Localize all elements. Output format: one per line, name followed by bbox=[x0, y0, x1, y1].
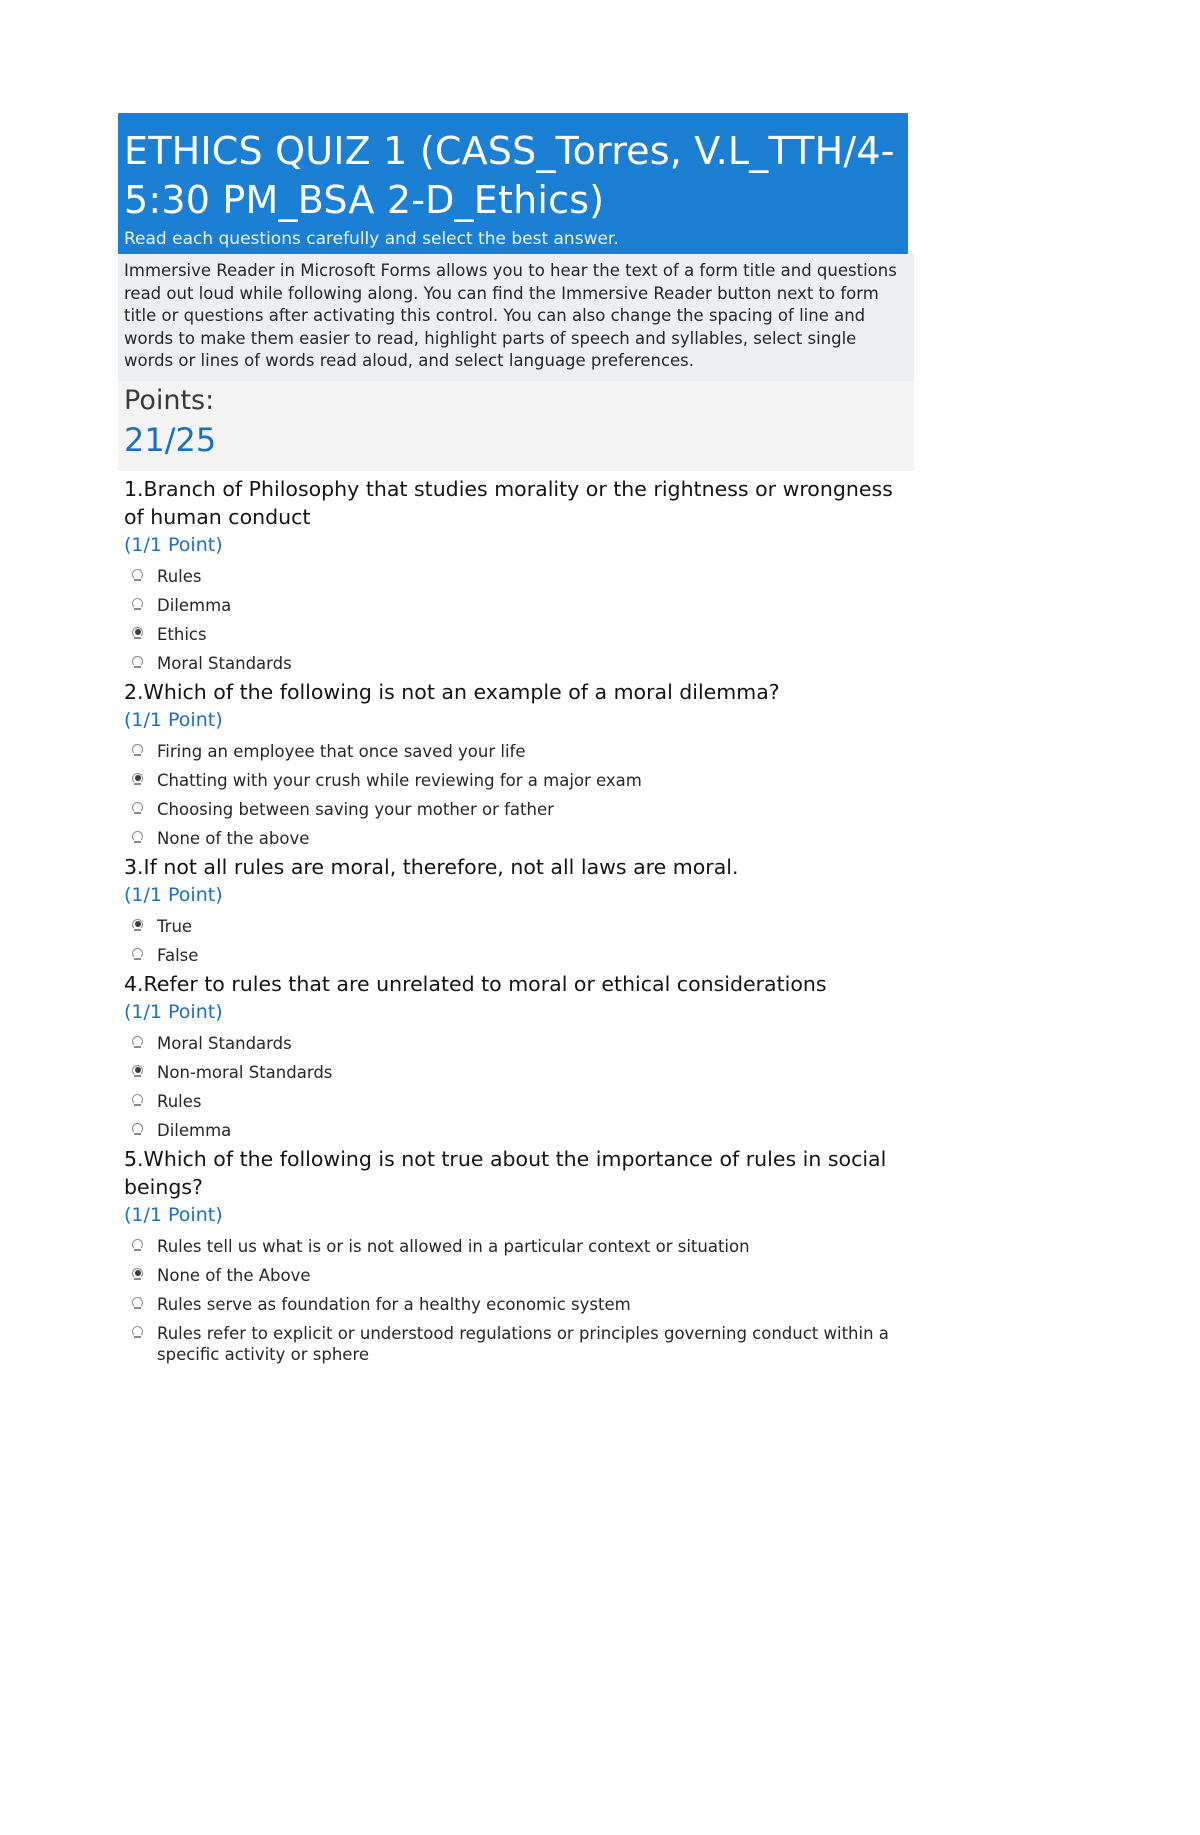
radio-selected-icon[interactable] bbox=[132, 919, 146, 933]
option-label: Moral Standards bbox=[157, 653, 292, 673]
option-row[interactable] bbox=[124, 799, 902, 820]
question-item bbox=[124, 678, 902, 849]
option-row[interactable] bbox=[124, 653, 902, 674]
radio-selected-icon[interactable] bbox=[132, 1268, 146, 1282]
option-label: Non-moral Standards bbox=[157, 1062, 333, 1082]
option-row[interactable] bbox=[124, 1236, 902, 1257]
points-label: Points: bbox=[124, 384, 215, 416]
option-row[interactable] bbox=[124, 1062, 902, 1083]
question-text: 2.Which of the following is not an example of a moral dilemma? bbox=[124, 679, 780, 704]
quiz-header-banner bbox=[118, 113, 908, 254]
question-item bbox=[124, 853, 902, 966]
radio-unselected-icon[interactable] bbox=[132, 744, 146, 758]
option-label: None of the above bbox=[157, 828, 310, 848]
option-row[interactable] bbox=[124, 595, 902, 616]
question-item bbox=[124, 970, 902, 1141]
quiz-instructions: Read each questions carefully and select the best answer. bbox=[124, 229, 619, 249]
radio-selected-icon[interactable] bbox=[132, 773, 146, 787]
radio-unselected-icon[interactable] bbox=[132, 656, 146, 670]
radio-unselected-icon[interactable] bbox=[132, 1094, 146, 1108]
question-points: (1/1 Point) bbox=[124, 533, 223, 556]
radio-unselected-icon[interactable] bbox=[132, 598, 146, 612]
radio-unselected-icon[interactable] bbox=[132, 1326, 146, 1340]
radio-selected-icon[interactable] bbox=[132, 627, 146, 641]
option-row[interactable] bbox=[124, 1265, 902, 1286]
immersive-reader-description: Immersive Reader in Microsoft Forms allows you to hear the text of a form title and questions read out loud while following along. You can find the Immersive Reader button next to form title or questions after activating this control. You can also change the spacing of line and words to make them easier to read, highlight parts of speech and syllables, select single words or lines of words read aloud, and select language preferences. bbox=[118, 254, 914, 381]
option-label: Chatting with your crush while reviewing for a major exam bbox=[157, 770, 642, 790]
question-text: 1.Branch of Philosophy that studies morality or the rightness or wrongness of human conduct bbox=[124, 476, 893, 529]
option-label: Dilemma bbox=[157, 595, 232, 615]
option-label: Rules bbox=[157, 1091, 202, 1111]
radio-unselected-icon[interactable] bbox=[132, 1123, 146, 1137]
option-label: True bbox=[157, 916, 193, 936]
option-row[interactable] bbox=[124, 770, 902, 791]
option-label: Rules serve as foundation for a healthy economic system bbox=[157, 1294, 631, 1314]
option-row[interactable] bbox=[124, 1294, 902, 1315]
radio-unselected-icon[interactable] bbox=[132, 831, 146, 845]
points-summary bbox=[118, 381, 914, 471]
radio-unselected-icon[interactable] bbox=[132, 1297, 146, 1311]
question-points: (1/1 Point) bbox=[124, 883, 223, 906]
option-row[interactable] bbox=[124, 916, 902, 937]
option-label: Rules bbox=[157, 566, 202, 586]
option-label: Rules refer to explicit or understood regulations or principles governing conduct within a specific activity or sphere bbox=[157, 1323, 889, 1364]
radio-unselected-icon[interactable] bbox=[132, 569, 146, 583]
option-row[interactable] bbox=[124, 945, 902, 966]
option-label: Ethics bbox=[157, 624, 207, 644]
question-item bbox=[124, 475, 902, 674]
option-row[interactable] bbox=[124, 566, 902, 587]
option-label: Rules tell us what is or is not allowed in a particular context or situation bbox=[157, 1236, 750, 1256]
option-row[interactable] bbox=[124, 1120, 902, 1141]
option-label: Moral Standards bbox=[157, 1033, 292, 1053]
question-text: 3.If not all rules are moral, therefore, not all laws are moral. bbox=[124, 854, 739, 879]
radio-unselected-icon[interactable] bbox=[132, 948, 146, 962]
question-text: 5.Which of the following is not true about the importance of rules in social beings? bbox=[124, 1146, 887, 1199]
questions-list bbox=[118, 475, 908, 1365]
option-label: Firing an employee that once saved your life bbox=[157, 741, 526, 761]
option-label: Choosing between saving your mother or father bbox=[157, 799, 554, 819]
quiz-content bbox=[118, 113, 908, 1365]
question-points: (1/1 Point) bbox=[124, 1203, 223, 1226]
radio-unselected-icon[interactable] bbox=[132, 1036, 146, 1050]
option-row[interactable] bbox=[124, 1323, 902, 1365]
option-label: None of the Above bbox=[157, 1265, 311, 1285]
option-row[interactable] bbox=[124, 1033, 902, 1054]
page-title: ETHICS QUIZ 1 (CASS_Torres, V.L_TTH/4-5:30 PM_BSA 2-D_Ethics) bbox=[124, 129, 895, 222]
question-text: 4.Refer to rules that are unrelated to moral or ethical considerations bbox=[124, 971, 827, 996]
option-row[interactable] bbox=[124, 624, 902, 645]
option-row[interactable] bbox=[124, 741, 902, 762]
points-value: 21/25 bbox=[124, 420, 217, 459]
radio-unselected-icon[interactable] bbox=[132, 1239, 146, 1253]
radio-unselected-icon[interactable] bbox=[132, 802, 146, 816]
question-item bbox=[124, 1145, 902, 1365]
radio-selected-icon[interactable] bbox=[132, 1065, 146, 1079]
option-label: False bbox=[157, 945, 199, 965]
question-points: (1/1 Point) bbox=[124, 1000, 223, 1023]
option-row[interactable] bbox=[124, 828, 902, 849]
option-label: Dilemma bbox=[157, 1120, 232, 1140]
question-points: (1/1 Point) bbox=[124, 708, 223, 731]
option-row[interactable] bbox=[124, 1091, 902, 1112]
